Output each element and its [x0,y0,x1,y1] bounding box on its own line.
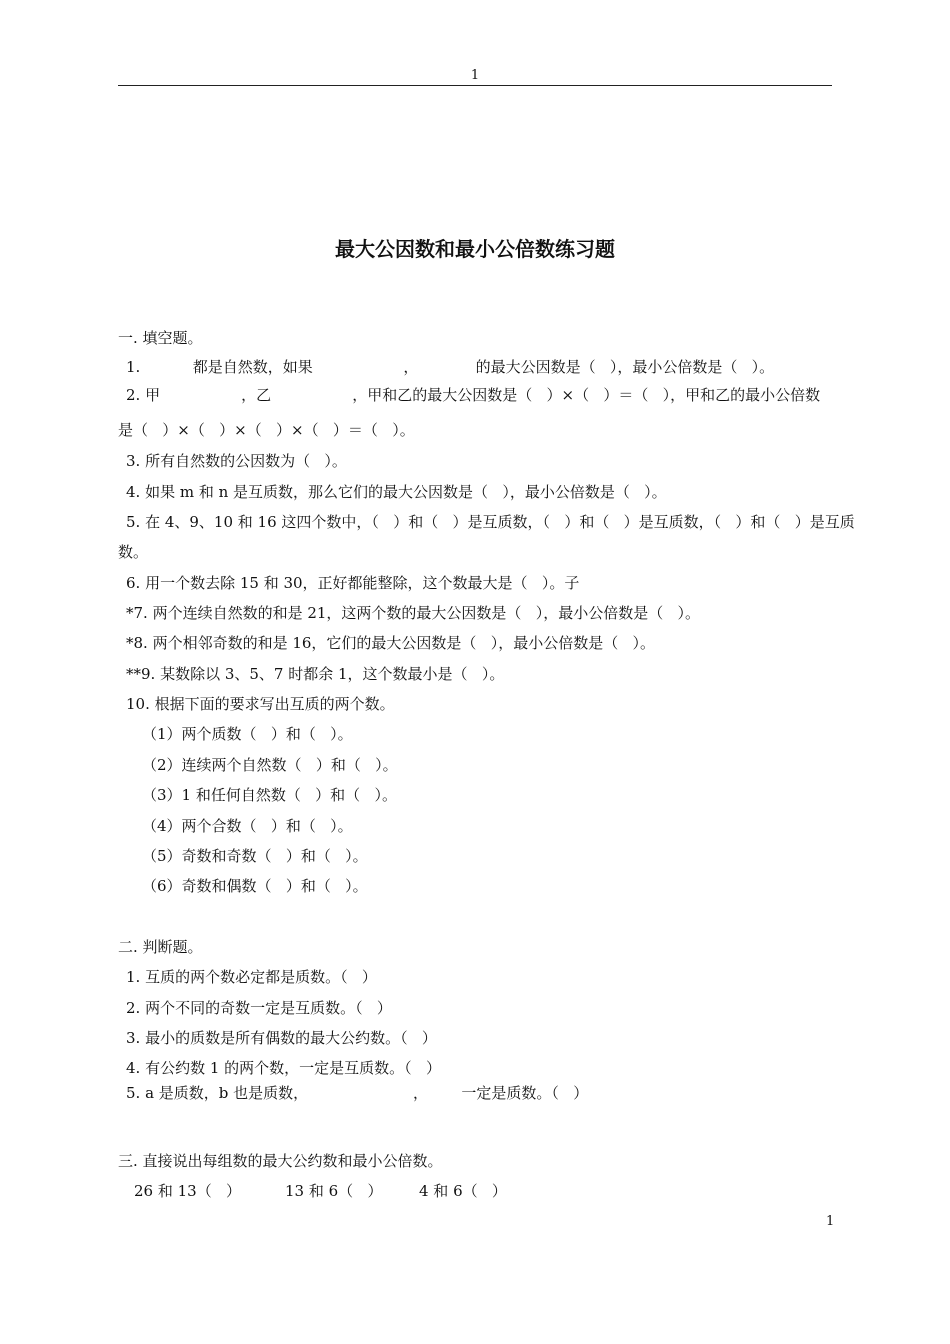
judgement-item: 4. 有公约数 1 的两个数，一定是互质数。（ ） [126,1059,441,1077]
question-1: 1. 都是自然数，如果 ， 的最大公因数是（ ），最小公倍数是（ ）。 [126,358,775,376]
question-2-line1: 2. 甲 ，乙 ，甲和乙的最大公因数是（ ）×（ ）＝（ ），甲和乙的最小公倍数 [126,386,821,404]
question-10-item: （3）1 和任何自然数（ ）和（ ）。 [142,786,397,804]
header-rule [118,85,832,86]
question-10-item: （1）两个质数（ ）和（ ）。 [142,725,353,743]
question-4: 4. 如果 m 和 n 是互质数，那么它们的最大公因数是（ ），最小公倍数是（ ）。 [126,483,667,501]
question-2-line2: 是（ ）×（ ）×（ ）×（ ）＝（ ）。 [118,421,415,439]
question-8: *8. 两个相邻奇数的和是 16，它们的最大公因数是（ ），最小公倍数是（ ）。 [126,634,656,652]
header-page-number: 1 [470,68,480,83]
question-6: 6. 用一个数去除 15 和 30，正好都能整除，这个数最大是（ ）。子 [126,574,580,592]
document-title: 最大公因数和最小公倍数练习题 [335,237,615,261]
question-10: 10. 根据下面的要求写出互质的两个数。 [126,695,395,713]
number-pair-item: 13 和 6（ ） [285,1182,383,1200]
question-9: **9. 某数除以 3、5、7 时都余 1，这个数最小是（ ）。 [126,665,505,683]
question-5-line1: 5. 在 4、9、10 和 16 这四个数中，（ ）和（ ）是互质数，（ ）和（ ）是互质数，（ ）和（ ）是互质 [126,513,855,531]
judgement-item: 1. 互质的两个数必定都是质数。（ ） [126,968,377,986]
number-pair-item: 26 和 13（ ） [134,1182,242,1200]
question-10-item: （2）连续两个自然数（ ）和（ ）。 [142,756,398,774]
question-3: 3. 所有自然数的公因数为（ ）。 [126,452,347,470]
question-5-line2: 数。 [118,543,149,561]
question-10-item: （5）奇数和奇数（ ）和（ ）。 [142,847,368,865]
footer-page-number: 1 [826,1214,835,1229]
question-10-item: （4）两个合数（ ）和（ ）。 [142,817,353,835]
judgement-item: 2. 两个不同的奇数一定是互质数。（ ） [126,999,392,1017]
question-7: *7. 两个连续自然数的和是 21，这两个数的最大公因数是（ ），最小公倍数是（ ）。 [126,604,701,622]
question-10-item: （6）奇数和偶数（ ）和（ ）。 [142,877,368,895]
section1-heading: 一. 填空题。 [118,329,203,347]
judgement-item: 5. a 是质数，b 也是质数， ， 一定是质数。（ ） [126,1084,589,1102]
section2-heading: 二. 判断题。 [118,938,203,956]
judgement-item: 3. 最小的质数是所有偶数的最大公约数。（ ） [126,1029,437,1047]
number-pair-item: 4 和 6（ ） [419,1182,507,1200]
section3-heading: 三. 直接说出每组数的最大公约数和最小公倍数。 [118,1152,443,1170]
